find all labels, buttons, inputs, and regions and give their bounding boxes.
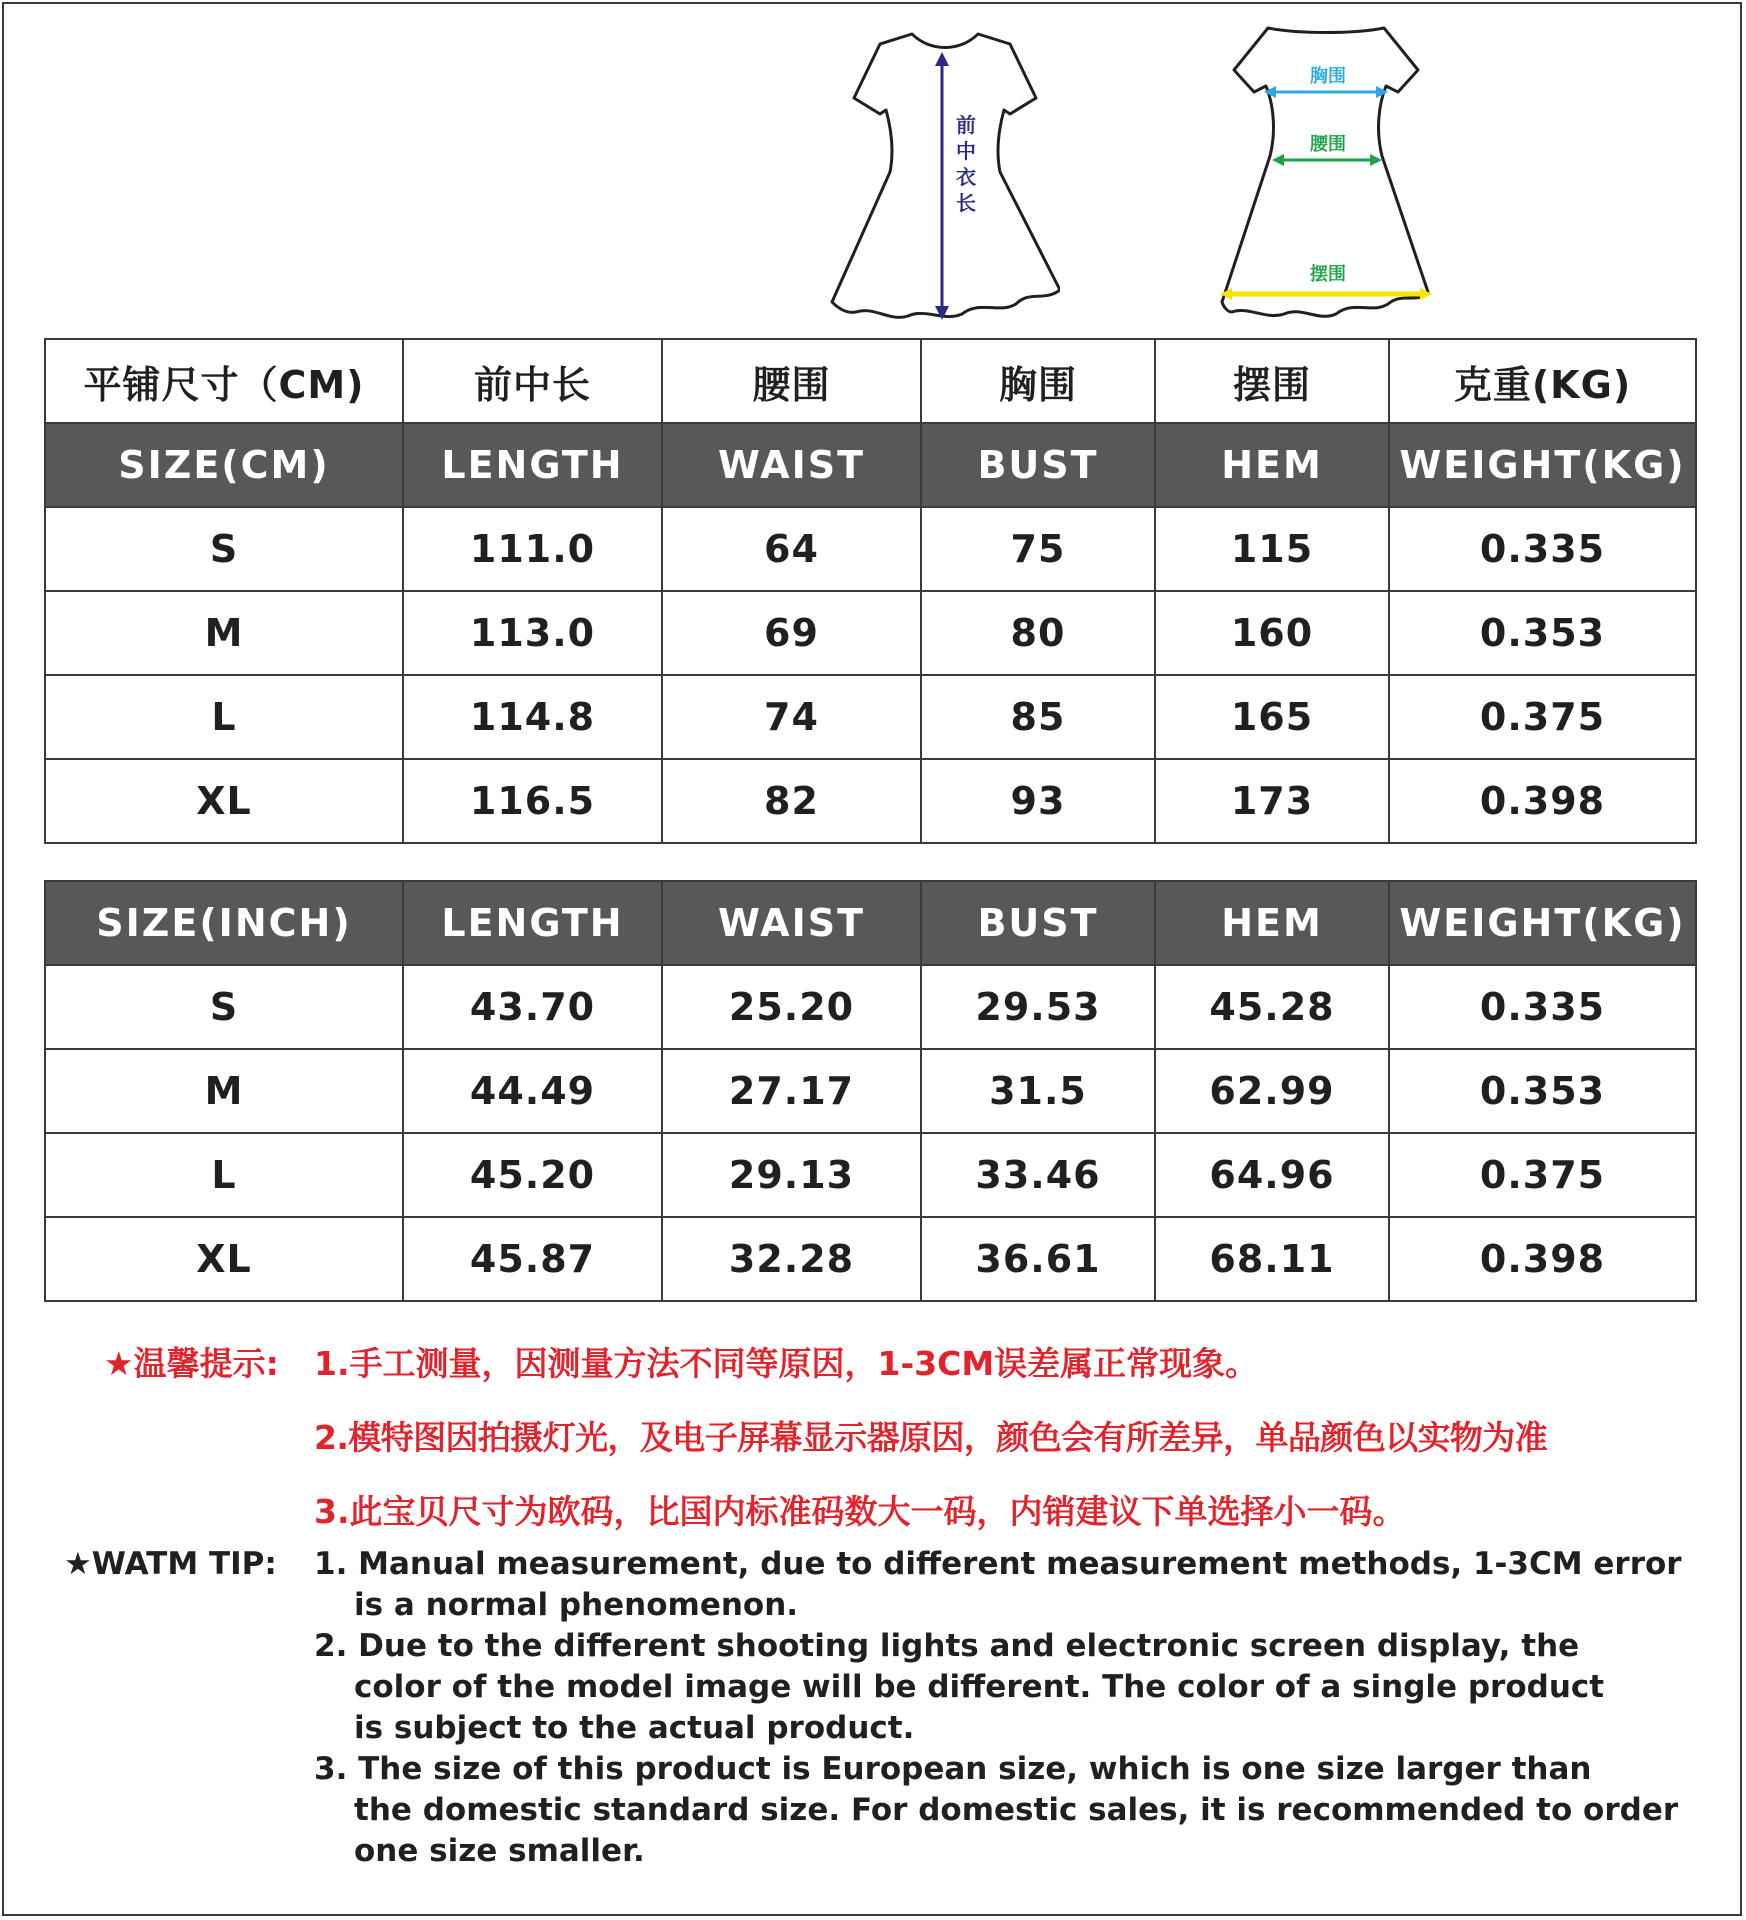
en-tip-line: one size smaller.	[354, 1833, 645, 1869]
cn-header-cell: 平铺尺寸（CM)	[45, 339, 403, 423]
cn-tip-item: 1.手工测量，因测量方法不同等原因，1-3CM误差属正常现象。	[314, 1344, 1259, 1383]
front-length-char: 前	[956, 113, 976, 137]
cn-header-cell: 前中长	[403, 339, 662, 423]
table-cell: 165	[1155, 675, 1389, 759]
table-cell: XL	[45, 1217, 403, 1301]
size-table-cm	[44, 338, 1697, 844]
table-cell: S	[45, 965, 403, 1049]
table-cell: S	[45, 507, 403, 591]
table-cell: 69	[662, 591, 921, 675]
table-cell: 0.353	[1389, 591, 1696, 675]
table-cell: 116.5	[403, 759, 662, 843]
table-cell: 64	[662, 507, 921, 591]
en-tip-item	[314, 1544, 1682, 1626]
table-cell: 160	[1155, 591, 1389, 675]
header-cell: LENGTH	[403, 881, 662, 965]
size-table-inch	[44, 880, 1697, 1302]
bust-label: 胸围	[1310, 66, 1346, 87]
table-row	[45, 1049, 1696, 1133]
front-length-char: 中	[956, 139, 976, 163]
table-row	[45, 507, 1696, 591]
table-cell: 45.28	[1155, 965, 1389, 1049]
table-cell: 31.5	[921, 1049, 1155, 1133]
header-cell: WAIST	[662, 881, 921, 965]
cn-header-cell: 腰围	[662, 339, 921, 423]
table-cell: 25.20	[662, 965, 921, 1049]
table-cell: 93	[921, 759, 1155, 843]
table-cell: 0.335	[1389, 507, 1696, 591]
table-cell: XL	[45, 759, 403, 843]
table-cell: L	[45, 675, 403, 759]
table-cell: 80	[921, 591, 1155, 675]
table-cell: 43.70	[403, 965, 662, 1049]
en-tip-list	[314, 1544, 1682, 1872]
cn-header-cell: 胸围	[921, 339, 1155, 423]
table-cell: 45.20	[403, 1133, 662, 1217]
table-cell: 115	[1155, 507, 1389, 591]
cn-tip-item: 2.模特图因拍摄灯光，及电子屏幕显示器原因，颜色会有所差异，单品颜色以实物为准	[314, 1418, 1548, 1457]
header-cell: HEM	[1155, 423, 1389, 507]
header-cell: BUST	[921, 881, 1155, 965]
en-tip-label: ★WATM TIP:	[64, 1546, 277, 1582]
waist-label: 腰围	[1310, 134, 1346, 155]
header-cell: HEM	[1155, 881, 1389, 965]
en-tip-line: color of the model image will be different. The color of a single product	[354, 1669, 1605, 1705]
en-tip-line: 1. Manual measurement, due to different measurement methods, 1-3CM error	[314, 1546, 1682, 1582]
header-cell: WEIGHT(KG)	[1389, 881, 1696, 965]
table-cell: 27.17	[662, 1049, 921, 1133]
front-length-char: 长	[956, 191, 976, 215]
en-tip-line: 3. The size of this product is European size, which is one size larger than	[314, 1751, 1592, 1787]
header-cell: WEIGHT(KG)	[1389, 423, 1696, 507]
table-header-row	[45, 881, 1696, 965]
dress-measurement-diagram	[1218, 22, 1434, 326]
table-cell: 62.99	[1155, 1049, 1389, 1133]
table-cell: 0.353	[1389, 1049, 1696, 1133]
table-cell: 0.335	[1389, 965, 1696, 1049]
dress-front-outline	[832, 34, 1060, 317]
table-cell: 75	[921, 507, 1155, 591]
table-cell: 0.398	[1389, 1217, 1696, 1301]
table-cell: L	[45, 1133, 403, 1217]
table-cell: 0.375	[1389, 1133, 1696, 1217]
table-cell: 68.11	[1155, 1217, 1389, 1301]
table-cell: 82	[662, 759, 921, 843]
table-cn-header-row	[45, 339, 1696, 423]
table-cell: 36.61	[921, 1217, 1155, 1301]
header-cell: LENGTH	[403, 423, 662, 507]
table-cell: 173	[1155, 759, 1389, 843]
table-row	[45, 759, 1696, 843]
cn-header-cell: 克重(KG)	[1389, 339, 1696, 423]
table-cell: 111.0	[403, 507, 662, 591]
table-cell: 32.28	[662, 1217, 921, 1301]
table-cell: M	[45, 591, 403, 675]
header-cell: BUST	[921, 423, 1155, 507]
hem-label: 摆围	[1310, 264, 1346, 285]
cn-tip-label: ★温馨提示:	[104, 1344, 279, 1383]
cn-tip-item: 3.此宝贝尺寸为欧码，比国内标准码数大一码，内销建议下单选择小一码。	[314, 1492, 1406, 1531]
en-tip-item	[314, 1626, 1682, 1749]
en-tip-item	[314, 1749, 1682, 1872]
front-length-char: 衣	[956, 165, 976, 189]
table-cell: 74	[662, 675, 921, 759]
table-cell: 64.96	[1155, 1133, 1389, 1217]
table-cell: M	[45, 1049, 403, 1133]
table-row	[45, 1217, 1696, 1301]
table-cell: 33.46	[921, 1133, 1155, 1217]
en-tip-line: 2. Due to the different shooting lights and electronic screen display, the	[314, 1628, 1580, 1664]
table-cell: 85	[921, 675, 1155, 759]
table-header-row	[45, 423, 1696, 507]
table-row	[45, 591, 1696, 675]
en-tip-line: the domestic standard size. For domestic sales, it is recommended to order	[354, 1792, 1679, 1828]
table-row	[45, 965, 1696, 1049]
header-cell: SIZE(INCH)	[45, 881, 403, 965]
table-cell: 0.375	[1389, 675, 1696, 759]
header-cell: WAIST	[662, 423, 921, 507]
table-cell: 114.8	[403, 675, 662, 759]
table-cell: 45.87	[403, 1217, 662, 1301]
table-cell: 113.0	[403, 591, 662, 675]
table-cell: 29.53	[921, 965, 1155, 1049]
table-cell: 0.398	[1389, 759, 1696, 843]
cn-header-cell: 摆围	[1155, 339, 1389, 423]
en-tip-line: is a normal phenomenon.	[354, 1587, 799, 1623]
table-cell: 29.13	[662, 1133, 921, 1217]
table-row	[45, 1133, 1696, 1217]
header-cell: SIZE(CM)	[45, 423, 403, 507]
table-row	[45, 675, 1696, 759]
table-cell: 44.49	[403, 1049, 662, 1133]
en-tip-line: is subject to the actual product.	[354, 1710, 915, 1746]
dress-front-length-diagram	[830, 22, 1060, 326]
